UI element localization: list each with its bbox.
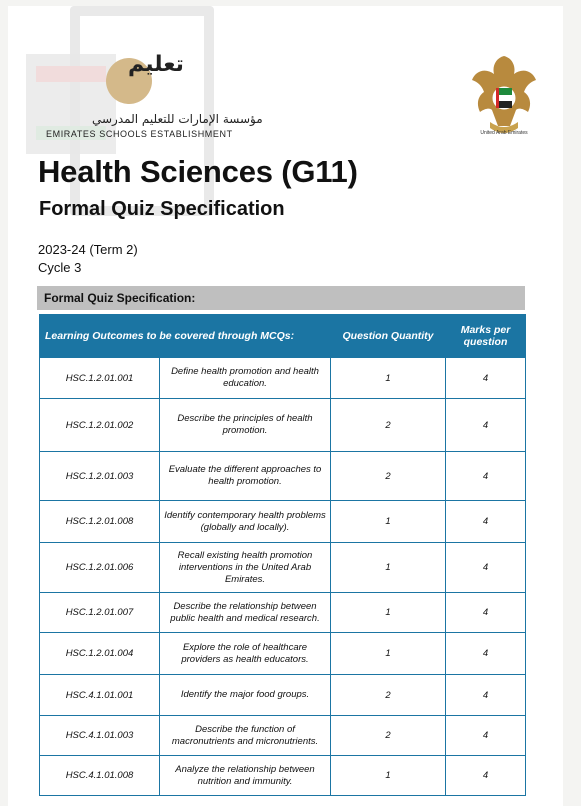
document-page [8, 6, 563, 806]
marks-per-question: 4 [446, 452, 526, 501]
cycle-label: Cycle 3 [38, 260, 82, 275]
table-row [40, 399, 526, 452]
outcome-code: HSC.1.2.01.004 [40, 633, 160, 675]
academic-term: 2023-24 (Term 2) [38, 242, 138, 257]
outcome-description: Describe the function of macronutrients and micronutrients. [160, 716, 331, 756]
question-quantity: 2 [331, 452, 446, 501]
table-row [40, 543, 526, 593]
question-quantity: 2 [331, 716, 446, 756]
outcome-description: Recall existing health promotion interventions in the United Arab Emirates. [160, 543, 331, 593]
logo-english-name: EMIRATES SCHOOLS ESTABLISHMENT [46, 129, 233, 139]
marks-per-question: 4 [446, 501, 526, 543]
table-row [40, 675, 526, 716]
outcome-description: Explore the role of healthcare providers as health educators. [160, 633, 331, 675]
outcome-description: Describe the relationship between public health and medical research. [160, 593, 331, 633]
question-quantity: 1 [331, 501, 446, 543]
uae-emblem-icon [468, 52, 540, 142]
marks-per-question: 4 [446, 633, 526, 675]
table-row [40, 633, 526, 675]
outcome-code: HSC.1.2.01.008 [40, 501, 160, 543]
marks-per-question: 4 [446, 358, 526, 399]
question-quantity: 1 [331, 593, 446, 633]
outcome-description: Identify the major food groups. [160, 675, 331, 716]
outcome-code: HSC.1.2.01.001 [40, 358, 160, 399]
marks-per-question: 4 [446, 675, 526, 716]
logo-arabic-mark: تعليم [128, 52, 184, 77]
question-quantity: 1 [331, 633, 446, 675]
ese-logo [32, 50, 263, 142]
question-quantity: 1 [331, 756, 446, 796]
page-title: Health Sciences (G11) [38, 154, 358, 189]
marks-per-question: 4 [446, 399, 526, 452]
page-subtitle: Formal Quiz Specification [39, 198, 285, 220]
section-header: Formal Quiz Specification: [37, 286, 525, 310]
header-question-quantity: Question Quantity [331, 315, 446, 358]
question-quantity: 1 [331, 358, 446, 399]
specification-table [39, 314, 526, 796]
outcome-code: HSC.4.1.01.001 [40, 675, 160, 716]
outcome-description: Define health promotion and health education. [160, 358, 331, 399]
table-row [40, 358, 526, 399]
marks-per-question: 4 [446, 543, 526, 593]
table-row [40, 716, 526, 756]
outcome-code: HSC.1.2.01.007 [40, 593, 160, 633]
outcome-description: Identify contemporary health problems (globally and locally). [160, 501, 331, 543]
outcome-description: Analyze the relationship between nutrition and immunity. [160, 756, 331, 796]
table-row [40, 501, 526, 543]
outcome-code: HSC.1.2.01.003 [40, 452, 160, 501]
outcome-code: HSC.1.2.01.002 [40, 399, 160, 452]
table-row [40, 756, 526, 796]
logo-arabic-name: مؤسسة الإمارات للتعليم المدرسي [92, 112, 263, 126]
outcome-code: HSC.4.1.01.003 [40, 716, 160, 756]
header-marks-per-question: Marks per question [446, 315, 526, 358]
table-row [40, 593, 526, 633]
table-header-row [40, 315, 526, 358]
marks-per-question: 4 [446, 716, 526, 756]
outcome-code: HSC.1.2.01.006 [40, 543, 160, 593]
outcome-description: Describe the principles of health promotion. [160, 399, 331, 452]
outcome-description: Evaluate the different approaches to health promotion. [160, 452, 331, 501]
outcome-code: HSC.4.1.01.008 [40, 756, 160, 796]
table-row [40, 452, 526, 501]
header-learning-outcomes: Learning Outcomes to be covered through MCQs: [40, 315, 331, 358]
question-quantity: 2 [331, 399, 446, 452]
marks-per-question: 4 [446, 593, 526, 633]
question-quantity: 2 [331, 675, 446, 716]
question-quantity: 1 [331, 543, 446, 593]
emblem-caption: United Arab Emirates [480, 130, 528, 136]
marks-per-question: 4 [446, 756, 526, 796]
